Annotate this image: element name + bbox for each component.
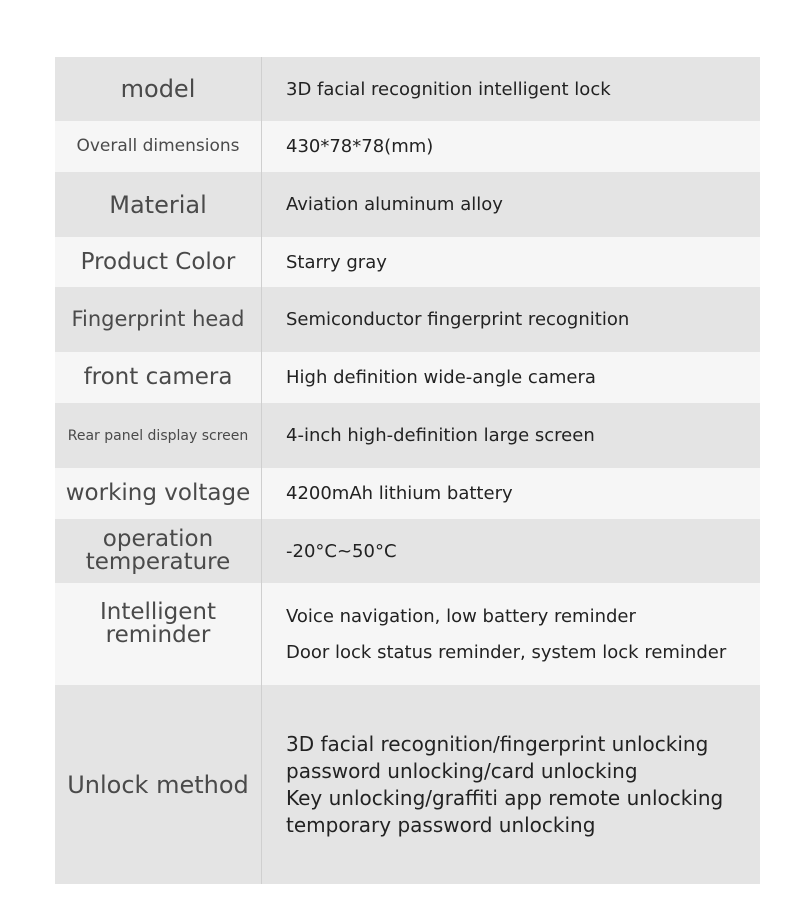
spec-row-display [55,403,760,468]
spec-value [262,583,760,685]
spec-label [55,583,262,685]
spec-value [262,403,760,468]
spec-label: working voltage [55,468,262,519]
spec-value-line: temporary password unlocking [286,812,596,837]
spec-label: model [55,57,262,121]
spec-value-line: Voice navigation, low battery reminder [286,606,636,627]
spec-value-line: 3D facial recognition intelligent lock [286,78,611,100]
spec-value-line: Door lock status reminder, system lock reminder [286,642,727,663]
spec-value [262,352,760,403]
spec-label: Unlock method [55,685,262,884]
spec-value-line: 430*78*78(mm) [286,136,434,157]
spec-row-dimensions [55,121,760,172]
spec-value [262,121,760,172]
spec-value-line: -20°C~50°C [286,540,397,562]
spec-value [262,57,760,121]
spec-value [262,287,760,352]
spec-label-line: temperature [85,549,231,575]
spec-value [262,237,760,287]
spec-table [55,57,760,884]
spec-label-line: operation [102,526,214,552]
spec-value-line: Key unlocking/graffiti app remote unlocking [286,785,724,810]
spec-label: Rear panel display screen [55,403,262,468]
spec-label: Material [55,172,262,237]
spec-row-material [55,172,760,237]
spec-label-line: Intelligent [99,599,217,625]
spec-value [262,172,760,237]
spec-value-line: 3D facial recognition/fingerprint unlocking [286,731,709,756]
spec-row-unlock [55,685,760,884]
spec-value-line: password unlocking/card unlocking [286,758,638,783]
spec-row-camera [55,352,760,403]
spec-label: Fingerprint head [55,287,262,352]
spec-row-voltage [55,468,760,519]
spec-value-line: High definition wide-angle camera [286,367,596,388]
spec-label-line: reminder [105,622,211,648]
spec-value-line: Semiconductor fingerprint recognition [286,309,630,330]
spec-row-temperature [55,519,760,583]
spec-label: front camera [55,352,262,403]
spec-value [262,685,760,884]
spec-label [55,519,262,583]
spec-value-line: 4200mAh lithium battery [286,483,513,504]
spec-row-reminder [55,583,760,685]
spec-value [262,519,760,583]
spec-row-color [55,237,760,287]
spec-row-fingerprint [55,287,760,352]
spec-value [262,468,760,519]
spec-value-line: Aviation aluminum alloy [286,194,503,215]
spec-value-line: 4-inch high-definition large screen [286,425,595,446]
spec-label: Overall dimensions [55,121,262,172]
spec-row-model [55,57,760,121]
spec-value-line: Starry gray [286,251,387,273]
spec-label: Product Color [55,237,262,287]
